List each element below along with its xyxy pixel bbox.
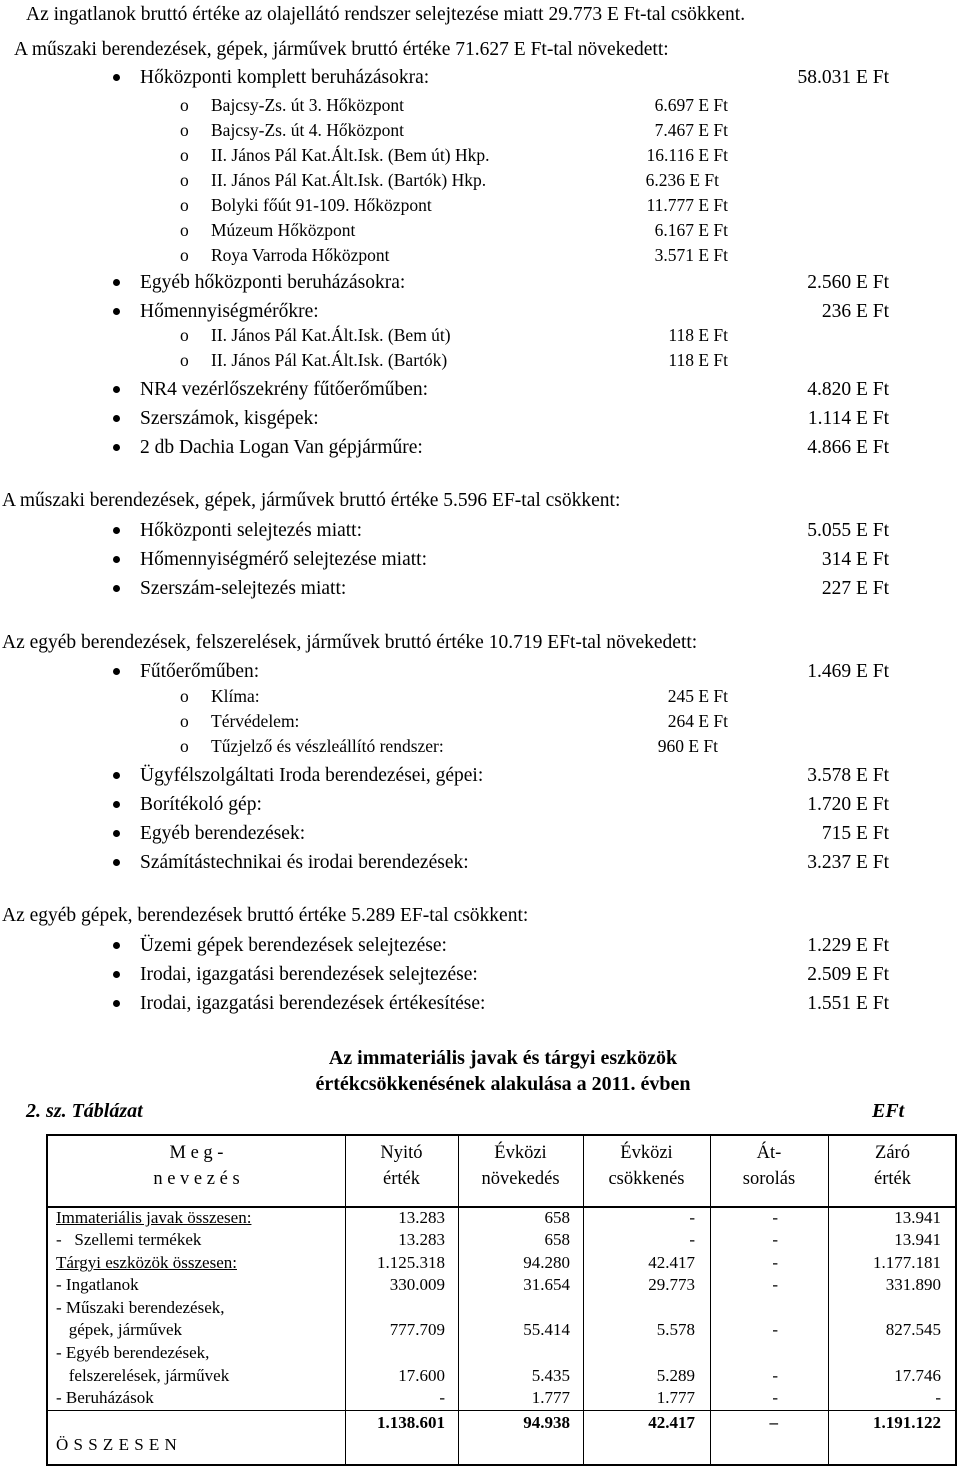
- column-header: Nyitó: [380, 1143, 423, 1163]
- table-cell: -: [772, 1275, 778, 1294]
- table-total-divider: [46, 1410, 957, 1411]
- row-label: felszerelések, járművek: [56, 1366, 230, 1385]
- sub-item-value: 7.467 E Ft: [654, 120, 728, 140]
- sub-item-label: II. János Pál Kat.Ált.Isk. (Bem út): [211, 325, 451, 345]
- table-cell: 658: [544, 1208, 570, 1227]
- table-cell: 1.777: [656, 1388, 695, 1407]
- table-cell: 17.600: [398, 1366, 445, 1385]
- column-header: sorolás: [742, 1169, 796, 1189]
- list-item-label: NR4 vezérlőszekrény fűtőerőműben:: [140, 379, 429, 400]
- sub-item-label: Bajcsy-Zs. út 4. Hőközpont: [211, 120, 404, 140]
- bullet-icon: [113, 971, 120, 978]
- sub-item-value: 118 E Ft: [668, 350, 728, 370]
- list-item-value: 236 E Ft: [821, 301, 889, 322]
- sub-item-label: Tűzjelző és vészleállító rendszer:: [211, 736, 444, 756]
- sub-item-value: 3.571 E Ft: [654, 245, 728, 265]
- bullet-icon: [113, 386, 120, 393]
- circle-bullet-icon: o: [180, 245, 189, 265]
- bullet-icon: [113, 1000, 120, 1007]
- bullet-icon: [113, 772, 120, 779]
- circle-bullet-icon: o: [180, 220, 189, 240]
- list-item-value: 1.551 E Ft: [807, 993, 889, 1014]
- list-item-value: 314 E Ft: [821, 549, 889, 570]
- list-item-label: Szerszámok, kisgépek:: [140, 408, 319, 429]
- list-item-label: Fűtőerőműben:: [140, 661, 260, 682]
- list-item-value: 1.114 E Ft: [807, 408, 889, 429]
- table-cell: -: [935, 1388, 941, 1407]
- list-item-label: Borítékoló gép:: [140, 794, 262, 815]
- list-item-value: 227 E Ft: [821, 578, 889, 599]
- list-item-value: 2.509 E Ft: [807, 964, 889, 985]
- table-cell: 777.709: [389, 1320, 445, 1339]
- row-label: - Beruházások: [56, 1388, 154, 1407]
- column-header: Évközi: [494, 1143, 547, 1163]
- sub-item-value: 960 E Ft: [657, 736, 718, 756]
- row-label: - Ingatlanok: [56, 1275, 139, 1294]
- sub-item-label: II. János Pál Kat.Ált.Isk. (Bartók): [211, 350, 448, 370]
- list-item-label: Hőmennyiségmérő selejtezése miatt:: [140, 549, 427, 570]
- table-cell: 31.654: [523, 1275, 570, 1294]
- total-label: Ö S S Z E S E N: [56, 1435, 178, 1454]
- table-number: 2. sz. Táblázat: [26, 1100, 143, 1122]
- bullet-icon: [113, 74, 120, 81]
- table-cell: 330.009: [389, 1275, 445, 1294]
- sub-item-value: 118 E Ft: [668, 325, 728, 345]
- table-cell: 827.545: [885, 1320, 941, 1339]
- table-title-line-2: értékcsökkenésének alakulása a 2011. évben: [315, 1073, 691, 1095]
- table-cell: 658: [544, 1230, 570, 1249]
- table-cell: 13.941: [894, 1208, 941, 1227]
- bullet-icon: [113, 527, 120, 534]
- list-item-label: Üzemi gépek berendezések selejtezése:: [140, 935, 447, 956]
- sub-item-label: Roya Varroda Hőközpont: [211, 245, 390, 265]
- table-unit: EFt: [872, 1100, 905, 1122]
- row-label: Immateriális javak összesen:: [56, 1208, 252, 1227]
- total-cell: 1.138.601: [377, 1413, 445, 1432]
- sub-item-label: Klíma:: [211, 686, 260, 706]
- list-item-value: 1.229 E Ft: [807, 935, 889, 956]
- circle-bullet-icon: o: [180, 711, 189, 731]
- row-label: - Műszaki berendezések,: [56, 1298, 225, 1317]
- list-item-label: Számítástechnikai és irodai berendezések:: [140, 852, 469, 873]
- column-header: csökkenés: [608, 1169, 685, 1189]
- paragraph-line: A műszaki berendezések, gépek, járművek bruttó értéke 5.596 EF-tal csökkent:: [2, 490, 621, 511]
- circle-bullet-icon: o: [180, 686, 189, 706]
- row-label: Tárgyi eszközök összesen:: [56, 1253, 237, 1272]
- sub-item-value: 6.236 E Ft: [645, 170, 719, 190]
- total-cell: 94.938: [523, 1413, 570, 1432]
- bullet-icon: [113, 279, 120, 286]
- table-cell: -: [772, 1320, 778, 1339]
- bullet-icon: [113, 556, 120, 563]
- column-header: érték: [874, 1169, 911, 1189]
- list-item-label: Ügyfélszolgáltati Iroda berendezései, gépei:: [140, 765, 484, 786]
- list-item-label: Irodai, igazgatási berendezések selejtezése:: [140, 964, 478, 985]
- row-label: - Szellemi termékek: [56, 1230, 202, 1249]
- total-cell: –: [769, 1413, 778, 1432]
- sub-item-value: 245 E Ft: [667, 686, 728, 706]
- table-title-line-1: Az immateriális javak és tárgyi eszközök: [328, 1047, 678, 1069]
- column-header: Évközi: [620, 1143, 673, 1163]
- sub-item-value: 11.777 E Ft: [646, 195, 728, 215]
- column-header: érték: [383, 1169, 420, 1189]
- column-header: növekedés: [481, 1169, 560, 1189]
- table-cell: 17.746: [894, 1366, 941, 1385]
- table-cell: -: [772, 1253, 778, 1272]
- bullet-icon: [113, 308, 120, 315]
- list-item-value: 715 E Ft: [821, 823, 889, 844]
- total-cell: 42.417: [648, 1413, 695, 1432]
- table-cell: 1.125.318: [377, 1253, 445, 1272]
- list-item-label: Hőközponti komplett beruházásokra:: [140, 67, 430, 88]
- table-cell: 42.417: [648, 1253, 695, 1272]
- column-header: M e g -: [169, 1143, 224, 1163]
- bullet-icon: [113, 668, 120, 675]
- column-header: n e v e z é s: [153, 1169, 240, 1189]
- paragraph-line: Az egyéb berendezések, felszerelések, járművek bruttó értéke 10.719 EFt-tal növekedett:: [2, 632, 698, 653]
- list-item-value: 4.820 E Ft: [807, 379, 889, 400]
- circle-bullet-icon: o: [180, 145, 189, 165]
- table-cell: 5.435: [531, 1366, 570, 1385]
- bullet-icon: [113, 859, 120, 866]
- list-item-value: 4.866 E Ft: [807, 437, 889, 458]
- table-cell: 94.280: [523, 1253, 570, 1272]
- sub-item-label: II. János Pál Kat.Ált.Isk. (Bartók) Hkp.: [211, 170, 487, 190]
- table-cell: 1.177.181: [873, 1253, 941, 1272]
- column-header: Záró: [875, 1143, 910, 1163]
- table-cell: 13.941: [894, 1230, 941, 1249]
- sub-item-label: Bajcsy-Zs. út 3. Hőközpont: [211, 95, 404, 115]
- row-label: - Egyéb berendezések,: [56, 1343, 210, 1362]
- list-item-value: 5.055 E Ft: [807, 520, 889, 541]
- circle-bullet-icon: o: [180, 95, 189, 115]
- table-cell: -: [772, 1230, 778, 1249]
- list-item-value: 3.578 E Ft: [807, 765, 889, 786]
- column-header: Át-: [756, 1143, 782, 1163]
- list-item-value: 1.720 E Ft: [807, 794, 889, 815]
- row-label: gépek, járművek: [56, 1320, 183, 1339]
- bullet-icon: [113, 830, 120, 837]
- sub-item-label: Bolyki főút 91-109. Hőközpont: [211, 195, 432, 215]
- circle-bullet-icon: o: [180, 195, 189, 215]
- circle-bullet-icon: o: [180, 736, 189, 756]
- table-cell: 13.283: [398, 1230, 445, 1249]
- circle-bullet-icon: o: [180, 325, 189, 345]
- bullet-icon: [113, 415, 120, 422]
- paragraph-line: A műszaki berendezések, gépek, járművek bruttó értéke 71.627 E Ft-tal növekedett:: [14, 39, 669, 60]
- table-cell: -: [689, 1208, 695, 1227]
- list-item-value: 2.560 E Ft: [807, 272, 889, 293]
- sub-item-value: 16.116 E Ft: [646, 145, 728, 165]
- bullet-icon: [113, 444, 120, 451]
- list-item-label: Egyéb hőközponti beruházásokra:: [140, 272, 406, 293]
- table-cell: 55.414: [523, 1320, 570, 1339]
- paragraph-line: Az ingatlanok bruttó értéke az olajellátó rendszer selejtezése miatt 29.773 E Ft-tal csökkent.: [26, 4, 746, 25]
- list-item-label: 2 db Dachia Logan Van gépjárműre:: [140, 437, 423, 458]
- table-cell: 13.283: [398, 1208, 445, 1227]
- circle-bullet-icon: o: [180, 350, 189, 370]
- table-cell: 5.578: [656, 1320, 695, 1339]
- sub-item-value: 6.167 E Ft: [654, 220, 728, 240]
- list-item-label: Hőközponti selejtezés miatt:: [140, 520, 363, 541]
- table-cell: -: [772, 1388, 778, 1407]
- sub-item-label: Térvédelem:: [211, 711, 300, 731]
- total-cell: 1.191.122: [873, 1413, 941, 1432]
- table-cell: -: [689, 1230, 695, 1249]
- list-item-value: 1.469 E Ft: [807, 661, 889, 682]
- list-item-label: Egyéb berendezések:: [140, 823, 306, 844]
- list-item-value: 58.031 E Ft: [797, 67, 889, 88]
- list-item-value: 3.237 E Ft: [807, 852, 889, 873]
- table-cell: 29.773: [648, 1275, 695, 1294]
- table-cell: 5.289: [656, 1366, 695, 1385]
- paragraph-line: Az egyéb gépek, berendezések bruttó értéke 5.289 EF-tal csökkent:: [2, 905, 529, 926]
- list-item-label: Hőmennyiségmérőkre:: [140, 301, 319, 322]
- sub-item-label: Múzeum Hőközpont: [211, 220, 356, 240]
- list-item-label: Szerszám-selejtezés miatt:: [140, 578, 347, 599]
- sub-item-value: 6.697 E Ft: [654, 95, 728, 115]
- sub-item-value: 264 E Ft: [667, 711, 728, 731]
- table-cell: 1.777: [531, 1388, 570, 1407]
- table-cell: -: [772, 1366, 778, 1385]
- circle-bullet-icon: o: [180, 170, 189, 190]
- bullet-icon: [113, 801, 120, 808]
- circle-bullet-icon: o: [180, 120, 189, 140]
- list-item-label: Irodai, igazgatási berendezések értékesítése:: [140, 993, 486, 1014]
- bullet-icon: [113, 942, 120, 949]
- table-cell: -: [439, 1388, 445, 1407]
- bullet-icon: [113, 585, 120, 592]
- table-cell: 331.890: [885, 1275, 941, 1294]
- table-cell: -: [772, 1208, 778, 1227]
- sub-item-label: II. János Pál Kat.Ált.Isk. (Bem út) Hkp.: [211, 145, 490, 165]
